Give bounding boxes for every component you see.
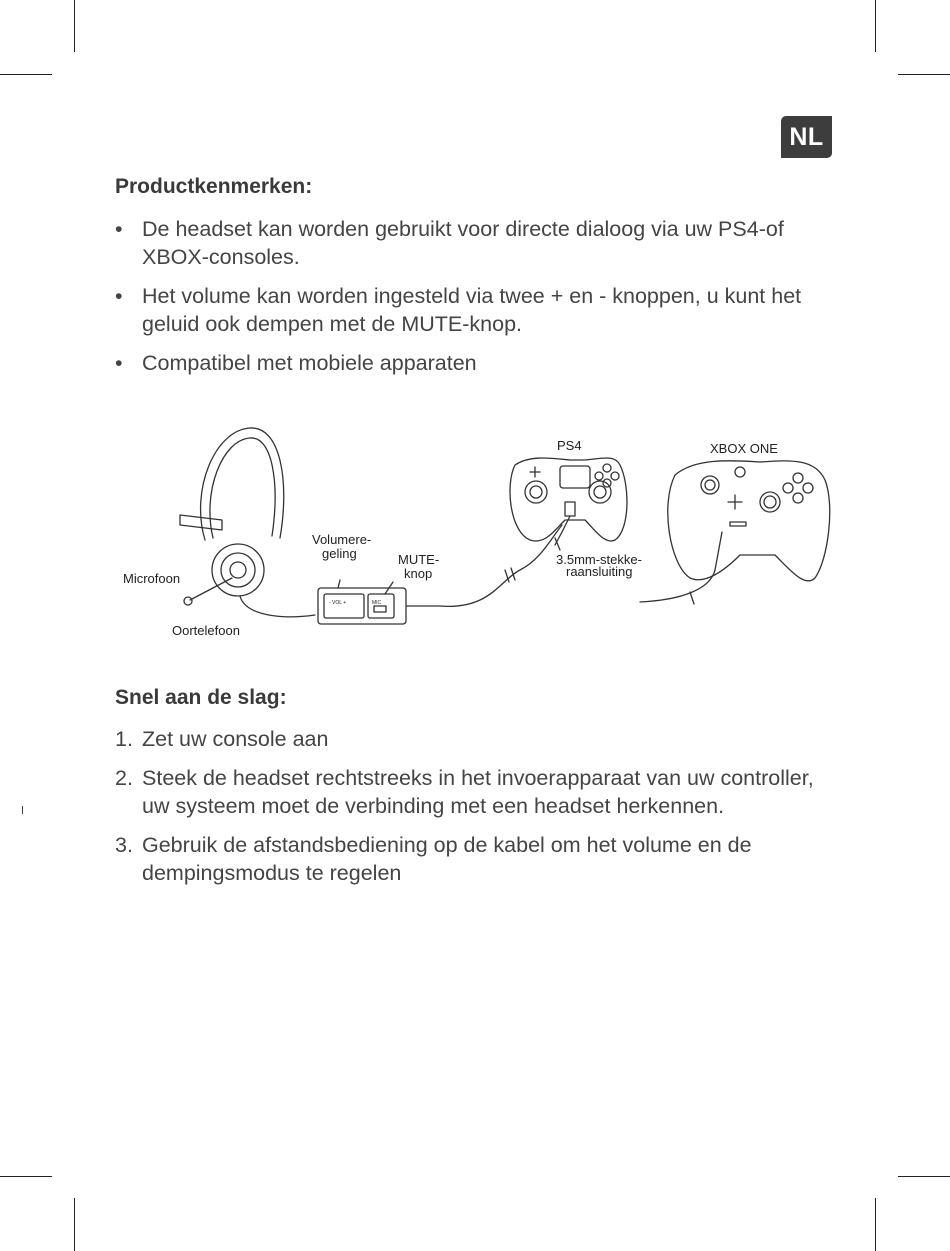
crop-mark [74, 1198, 75, 1251]
features-list [115, 215, 845, 388]
step-number: 2. [115, 766, 133, 790]
list-item: 2. Steek de headset rechtstreeks in het invoerapparaat van uw controller, uw systeem moet de verbinding met een headset herkennen. [115, 766, 814, 818]
label-volume: geling [322, 546, 357, 561]
ps4-controller-illustration [510, 458, 627, 545]
crop-mark [875, 0, 876, 52]
label-jack: 3.5mm-stekke- [556, 552, 642, 567]
label-volume: Volumere- [312, 532, 372, 547]
headset-connection-diagram [110, 420, 840, 650]
remote-mic-text: MIC [372, 600, 382, 606]
list-item: • Compatibel met mobiele apparaten [115, 351, 477, 375]
side-mark [22, 806, 23, 814]
headset-illustration [180, 428, 315, 617]
step-number: 1. [115, 727, 133, 751]
label-mute: MUTE- [398, 552, 440, 567]
xbox-controller-illustration [640, 461, 830, 604]
label-mute: knop [404, 566, 433, 581]
list-item: • De headset kan worden gebruikt voor directe dialoog via uw PS4-of XBOX-consoles. [115, 217, 784, 269]
label-ps4: PS4 [557, 438, 582, 453]
label-jack: raansluiting [566, 564, 633, 579]
list-item: • Het volume kan worden ingesteld via twee + en - knoppen, u kunt het geluid ook dempen met de MUTE-knop. [115, 284, 802, 336]
list-item: 1. Zet uw console aan [115, 727, 329, 751]
crop-mark [0, 1176, 52, 1177]
bullet-icon: • [115, 351, 123, 375]
label-xbox: XBOX ONE [710, 441, 778, 456]
inline-remote-illustration [318, 588, 440, 624]
bullet-icon: • [115, 217, 123, 241]
crop-mark [898, 1176, 950, 1177]
crop-mark [898, 74, 950, 75]
label-microphone: Microfoon [123, 571, 181, 586]
quickstart-steps [115, 725, 845, 898]
crop-mark [875, 1198, 876, 1251]
quickstart-heading: Snel aan de slag: [115, 686, 287, 709]
features-heading: Productkenmerken: [115, 175, 313, 198]
list-item: 3. Gebruik de afstandsbediening op de kabel om het volume en de dempingsmodus te regelen [115, 833, 752, 885]
remote-vol-text: - VOL + [329, 600, 347, 606]
language-badge: NL [781, 116, 832, 158]
bullet-icon: • [115, 284, 123, 308]
crop-mark [74, 0, 75, 52]
crop-mark [0, 74, 52, 75]
label-earphone: Oortelefoon [172, 623, 240, 638]
step-number: 3. [115, 833, 133, 857]
